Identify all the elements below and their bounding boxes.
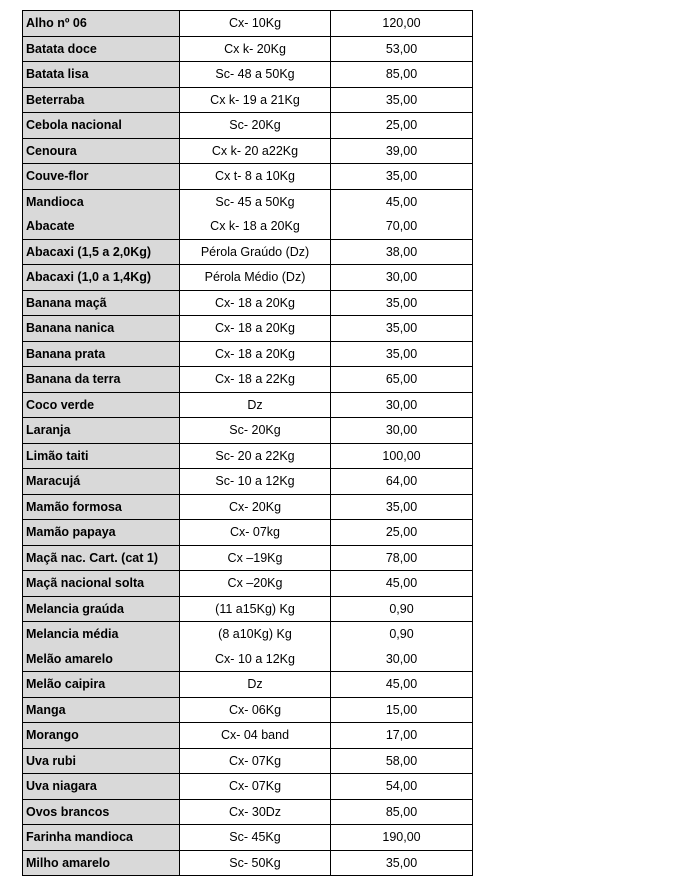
unit-cell: Cx- 06Kg [180,697,331,723]
price-cell: 38,00 [331,239,473,265]
table-row [23,189,473,214]
table-row [23,62,473,88]
product-name-cell: Banana nanica [23,316,180,342]
price-cell: 120,00 [331,11,473,37]
table-row [23,697,473,723]
table-row [23,850,473,876]
table-row [23,113,473,139]
product-name-cell: Abacaxi (1,0 a 1,4Kg) [23,265,180,291]
product-name-cell: Melão amarelo [23,647,180,672]
table-row [23,571,473,597]
unit-cell: Sc- 48 a 50Kg [180,62,331,88]
product-name-cell: Cebola nacional [23,113,180,139]
product-name-cell: Batata lisa [23,62,180,88]
price-cell: 45,00 [331,189,473,214]
product-name-cell: Couve-flor [23,164,180,190]
unit-cell: Cx- 18 a 20Kg [180,341,331,367]
unit-cell: Cx- 04 band [180,723,331,749]
unit-cell: Cx k- 19 a 21Kg [180,87,331,113]
product-name-cell: Beterraba [23,87,180,113]
unit-cell: Cx –19Kg [180,545,331,571]
product-name-cell: Cenoura [23,138,180,164]
price-table [22,10,473,876]
product-name-cell: Maçã nac. Cart. (cat 1) [23,545,180,571]
price-cell: 15,00 [331,697,473,723]
price-cell: 58,00 [331,748,473,774]
product-name-cell: Abacate [23,214,180,239]
table-row [23,164,473,190]
table-row [23,214,473,239]
price-cell: 25,00 [331,520,473,546]
unit-cell: Cx k- 18 a 20Kg [180,214,331,239]
product-name-cell: Batata doce [23,36,180,62]
unit-cell: Pérola Médio (Dz) [180,265,331,291]
table-row [23,520,473,546]
table-row [23,418,473,444]
product-name-cell: Abacaxi (1,5 a 2,0Kg) [23,239,180,265]
price-cell: 190,00 [331,825,473,851]
unit-cell: Dz [180,392,331,418]
product-name-cell: Banana prata [23,341,180,367]
price-cell: 35,00 [331,316,473,342]
unit-cell: Dz [180,672,331,698]
product-name-cell: Limão taiti [23,443,180,469]
table-row [23,622,473,647]
table-row [23,469,473,495]
price-cell: 70,00 [331,214,473,239]
price-cell: 64,00 [331,469,473,495]
price-cell: 30,00 [331,265,473,291]
product-name-cell: Uva rubi [23,748,180,774]
product-name-cell: Banana da terra [23,367,180,393]
price-cell: 35,00 [331,87,473,113]
table-row [23,647,473,672]
price-cell: 100,00 [331,443,473,469]
product-name-cell: Manga [23,697,180,723]
table-row [23,672,473,698]
product-name-cell: Coco verde [23,392,180,418]
unit-cell: (11 a15Kg) Kg [180,596,331,622]
unit-cell: Cx t- 8 a 10Kg [180,164,331,190]
product-name-cell: Melancia graúda [23,596,180,622]
price-cell: 78,00 [331,545,473,571]
unit-cell: Cx- 07Kg [180,748,331,774]
price-cell: 85,00 [331,62,473,88]
price-cell: 85,00 [331,799,473,825]
unit-cell: Cx- 07kg [180,520,331,546]
price-cell: 39,00 [331,138,473,164]
table-row [23,138,473,164]
product-name-cell: Mandioca [23,189,180,214]
unit-cell: Sc- 45Kg [180,825,331,851]
unit-cell: Sc- 20 a 22Kg [180,443,331,469]
price-cell: 35,00 [331,850,473,876]
unit-cell: (8 a10Kg) Kg [180,622,331,647]
table-row [23,774,473,800]
unit-cell: Cx- 18 a 20Kg [180,316,331,342]
unit-cell: Sc- 20Kg [180,113,331,139]
unit-cell: Cx k- 20Kg [180,36,331,62]
table-row [23,316,473,342]
table-row [23,494,473,520]
price-cell: 35,00 [331,164,473,190]
product-name-cell: Uva niagara [23,774,180,800]
table-row [23,36,473,62]
price-cell: 17,00 [331,723,473,749]
product-name-cell: Mamão papaya [23,520,180,546]
product-name-cell: Maçã nacional solta [23,571,180,597]
product-name-cell: Mamão formosa [23,494,180,520]
price-cell: 35,00 [331,494,473,520]
unit-cell: Pérola Graúdo (Dz) [180,239,331,265]
table-row [23,239,473,265]
unit-cell: Cx k- 20 a22Kg [180,138,331,164]
table-row [23,87,473,113]
product-name-cell: Milho amarelo [23,850,180,876]
price-cell: 30,00 [331,392,473,418]
price-cell: 0,90 [331,596,473,622]
unit-cell: Cx- 18 a 22Kg [180,367,331,393]
table-row [23,596,473,622]
price-cell: 45,00 [331,571,473,597]
unit-cell: Cx- 20Kg [180,494,331,520]
price-cell: 30,00 [331,418,473,444]
unit-cell: Cx- 07Kg [180,774,331,800]
price-cell: 0,90 [331,622,473,647]
price-cell: 54,00 [331,774,473,800]
table-row [23,825,473,851]
price-table-container [22,10,473,876]
product-name-cell: Melão caipira [23,672,180,698]
unit-cell: Sc- 10 a 12Kg [180,469,331,495]
table-row [23,11,473,37]
product-name-cell: Laranja [23,418,180,444]
product-name-cell: Farinha mandioca [23,825,180,851]
unit-cell: Cx- 30Dz [180,799,331,825]
table-row [23,723,473,749]
product-name-cell: Banana maçã [23,290,180,316]
table-row [23,392,473,418]
product-name-cell: Ovos brancos [23,799,180,825]
unit-cell: Cx- 18 a 20Kg [180,290,331,316]
price-cell: 30,00 [331,647,473,672]
price-table-body [23,11,473,876]
unit-cell: Sc- 45 a 50Kg [180,189,331,214]
price-cell: 53,00 [331,36,473,62]
price-cell: 25,00 [331,113,473,139]
table-row [23,443,473,469]
table-row [23,367,473,393]
table-row [23,748,473,774]
price-cell: 45,00 [331,672,473,698]
table-row [23,545,473,571]
unit-cell: Cx- 10Kg [180,11,331,37]
table-row [23,341,473,367]
unit-cell: Cx- 10 a 12Kg [180,647,331,672]
product-name-cell: Morango [23,723,180,749]
product-name-cell: Maracujá [23,469,180,495]
price-cell: 35,00 [331,290,473,316]
product-name-cell: Alho nº 06 [23,11,180,37]
table-row [23,799,473,825]
table-row [23,265,473,291]
product-name-cell: Melancia média [23,622,180,647]
price-cell: 65,00 [331,367,473,393]
price-cell: 35,00 [331,341,473,367]
unit-cell: Cx –20Kg [180,571,331,597]
table-row [23,290,473,316]
unit-cell: Sc- 50Kg [180,850,331,876]
unit-cell: Sc- 20Kg [180,418,331,444]
